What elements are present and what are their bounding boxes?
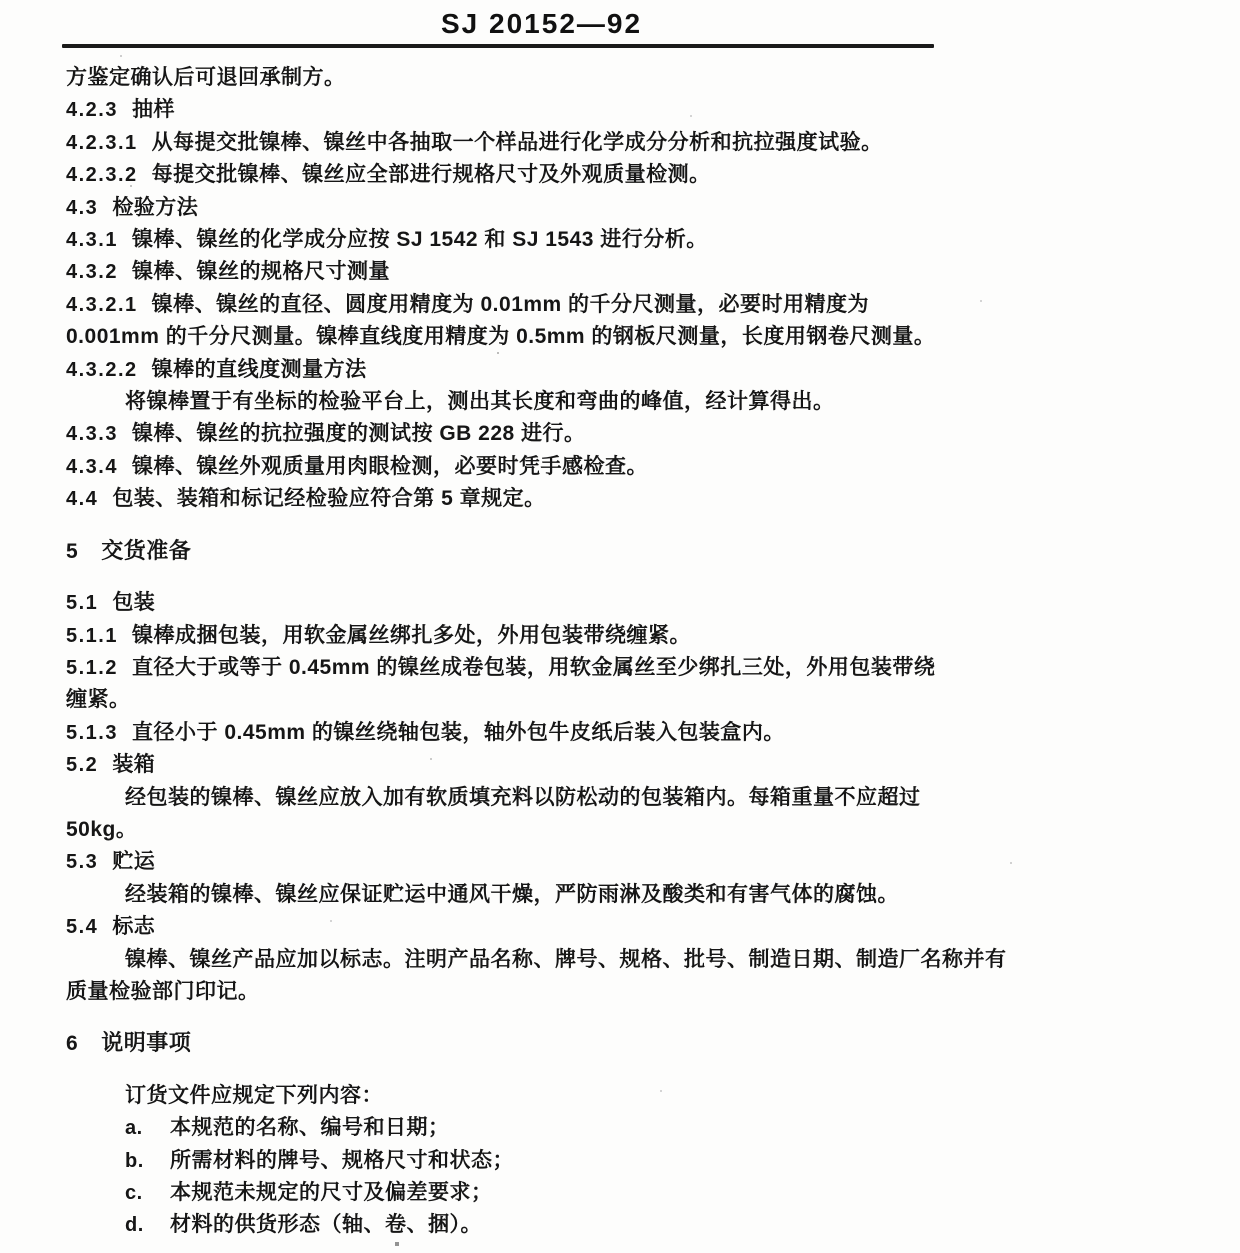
clause-line bbox=[66, 620, 1166, 652]
clause-number: 5 bbox=[66, 539, 80, 563]
clause-number: 5.3 bbox=[66, 851, 99, 874]
clause-line bbox=[66, 289, 1166, 321]
clause-line bbox=[66, 717, 1166, 749]
document-body bbox=[66, 62, 1166, 1242]
clause-number: 4.3.2.2 bbox=[66, 358, 138, 381]
paragraph-line bbox=[66, 944, 1166, 976]
paragraph-text: 所需材料的牌号、规格尺寸和状态； bbox=[170, 1148, 514, 1172]
clause-number: 4.2.3.2 bbox=[66, 164, 138, 187]
clause-line bbox=[66, 256, 1166, 288]
clause-number: 5.1.3 bbox=[66, 721, 118, 744]
paragraph-text: 质量检验部门印记。 bbox=[66, 979, 260, 1003]
clause-number: 5.1 bbox=[66, 592, 99, 615]
clause-number: 4.3.4 bbox=[66, 455, 118, 478]
clause-line bbox=[66, 652, 1166, 684]
section-heading bbox=[66, 1027, 1166, 1060]
paragraph-text: 标志 bbox=[112, 915, 156, 939]
paragraph-text: 经装箱的镍棒、镍丝应保证贮运中通风干燥，严防雨淋及酸类和有害气体的腐蚀。 bbox=[125, 882, 899, 906]
paragraph-text: 说明事项 bbox=[101, 1030, 192, 1056]
paragraph-line bbox=[66, 976, 1166, 1008]
list-item bbox=[66, 1209, 1166, 1241]
paragraph-text: 材料的供货形态（轴、卷、捆）。 bbox=[170, 1213, 482, 1237]
paragraph-text: 镍棒、镍丝的抗拉强度的测试按 GB 228 进行。 bbox=[131, 422, 586, 446]
paragraph-text: 0.001mm 的千分尺测量。镍棒直线度用精度为 0.5mm 的钢板尺测量，长度用钢卷尺测量。 bbox=[66, 325, 936, 349]
paragraph-text: 每提交批镍棒、镍丝应全部进行规格尺寸及外观质量检测。 bbox=[151, 163, 711, 187]
list-item bbox=[66, 1112, 1166, 1144]
paragraph-line bbox=[66, 814, 1166, 846]
paragraph-line bbox=[66, 386, 1166, 418]
clause-number: 5.4 bbox=[66, 916, 99, 939]
clause-line bbox=[66, 587, 1166, 619]
paragraph-text: 镍棒成捆包装，用软金属丝绑扎多处，外用包装带绕缠紧。 bbox=[131, 623, 691, 647]
paragraph-text: 镍棒的直线度测量方法 bbox=[151, 357, 367, 381]
paragraph-line bbox=[66, 684, 1166, 716]
list-item-label: c. bbox=[125, 1182, 143, 1204]
paragraph-text: 镍棒、镍丝的直径、圆度用精度为 0.01mm 的千分尺测量，必要时用精度为 bbox=[151, 292, 870, 316]
paragraph-text: 贮运 bbox=[112, 850, 156, 874]
section-heading bbox=[66, 535, 1166, 568]
clause-line bbox=[66, 451, 1166, 483]
clause-line bbox=[66, 94, 1166, 126]
paragraph-text: 直径小于 0.45mm 的镍丝绕轴包装，轴外包牛皮纸后装入包装盒内。 bbox=[131, 720, 785, 744]
clause-number: 5.2 bbox=[66, 754, 99, 777]
clause-number: 4.2.3.1 bbox=[66, 131, 138, 154]
paragraph-text: 装箱 bbox=[112, 753, 156, 777]
clause-number: 6 bbox=[66, 1032, 80, 1056]
clause-number: 4.3.3 bbox=[66, 423, 118, 446]
paragraph-line bbox=[66, 321, 1166, 353]
paragraph-text: 包装 bbox=[112, 591, 156, 615]
clause-line bbox=[66, 224, 1166, 256]
paragraph-line bbox=[66, 879, 1166, 911]
paragraph-text: 抽样 bbox=[131, 98, 175, 122]
paragraph-text: 50kg。 bbox=[66, 817, 138, 841]
list-item bbox=[66, 1177, 1166, 1209]
header-rule bbox=[62, 44, 934, 48]
paragraph-line bbox=[66, 1080, 1166, 1112]
paragraph-text: 镍棒、镍丝外观质量用肉眼检测，必要时凭手感检查。 bbox=[131, 454, 648, 478]
paragraph-text: 本规范未规定的尺寸及偏差要求； bbox=[170, 1181, 493, 1204]
clause-line bbox=[66, 418, 1166, 450]
paragraph-text: 将镍棒置于有坐标的检验平台上，测出其长度和弯曲的峰值，经计算得出。 bbox=[125, 390, 835, 414]
list-item bbox=[66, 1145, 1166, 1177]
scan-noise bbox=[0, 0, 2, 2]
clause-line bbox=[66, 911, 1166, 943]
clause-number: 4.4 bbox=[66, 488, 99, 511]
document-number: SJ 20152—92 bbox=[441, 8, 643, 39]
clause-line bbox=[66, 127, 1166, 159]
paragraph-text: 直径大于或等于 0.45mm 的镍丝成卷包装，用软金属丝至少绑扎三处，外用包装带绕 bbox=[131, 655, 936, 679]
list-item-label: a. bbox=[125, 1117, 143, 1140]
paragraph-text: 镍棒、镍丝的化学成分应按 SJ 1542 和 SJ 1543 进行分析。 bbox=[131, 228, 708, 252]
paragraph-text: 订货文件应规定下列内容： bbox=[125, 1083, 383, 1107]
paragraph-text: 缠紧。 bbox=[66, 688, 131, 712]
clause-number: 4.3.1 bbox=[66, 229, 118, 252]
clause-number: 4.3.2 bbox=[66, 261, 118, 284]
paragraph-text: 经包装的镍棒、镍丝应放入加有软质填充料以防松动的包装箱内。每箱重量不应超过 bbox=[125, 785, 921, 809]
paragraph-text: 镍棒、镍丝的规格尺寸测量 bbox=[131, 260, 390, 284]
paragraph-line bbox=[66, 782, 1166, 814]
clause-number: 4.3 bbox=[66, 196, 99, 219]
paragraph-text: 从每提交批镍棒、镍丝中各抽取一个样品进行化学成分分析和抗拉强度试验。 bbox=[151, 130, 883, 154]
clause-line bbox=[66, 159, 1166, 191]
clause-line bbox=[66, 483, 1166, 515]
clause-number: 5.1.1 bbox=[66, 624, 118, 647]
clause-line bbox=[66, 192, 1166, 224]
paragraph-text: 方鉴定确认后可退回承制方。 bbox=[66, 66, 346, 89]
paragraph-line bbox=[66, 62, 1166, 94]
paragraph-text: 本规范的名称、编号和日期； bbox=[170, 1116, 450, 1140]
paragraph-text: 镍棒、镍丝产品应加以标志。注明产品名称、牌号、规格、批号、制造日期、制造厂名称并有 bbox=[125, 947, 1007, 971]
clause-line bbox=[66, 846, 1166, 878]
clause-number: 4.2.3 bbox=[66, 99, 118, 122]
paragraph-text: 交货准备 bbox=[101, 537, 192, 563]
clause-line bbox=[66, 749, 1166, 781]
list-item-label: d. bbox=[125, 1214, 144, 1237]
paragraph-text: 检验方法 bbox=[112, 195, 199, 219]
clause-line bbox=[66, 354, 1166, 386]
paragraph-text: 包装、装箱和标记经检验应符合第 5 章规定。 bbox=[112, 487, 546, 511]
clause-number: 4.3.2.1 bbox=[66, 293, 138, 316]
list-item-label: b. bbox=[125, 1149, 144, 1172]
clause-number: 5.1.2 bbox=[66, 656, 118, 679]
